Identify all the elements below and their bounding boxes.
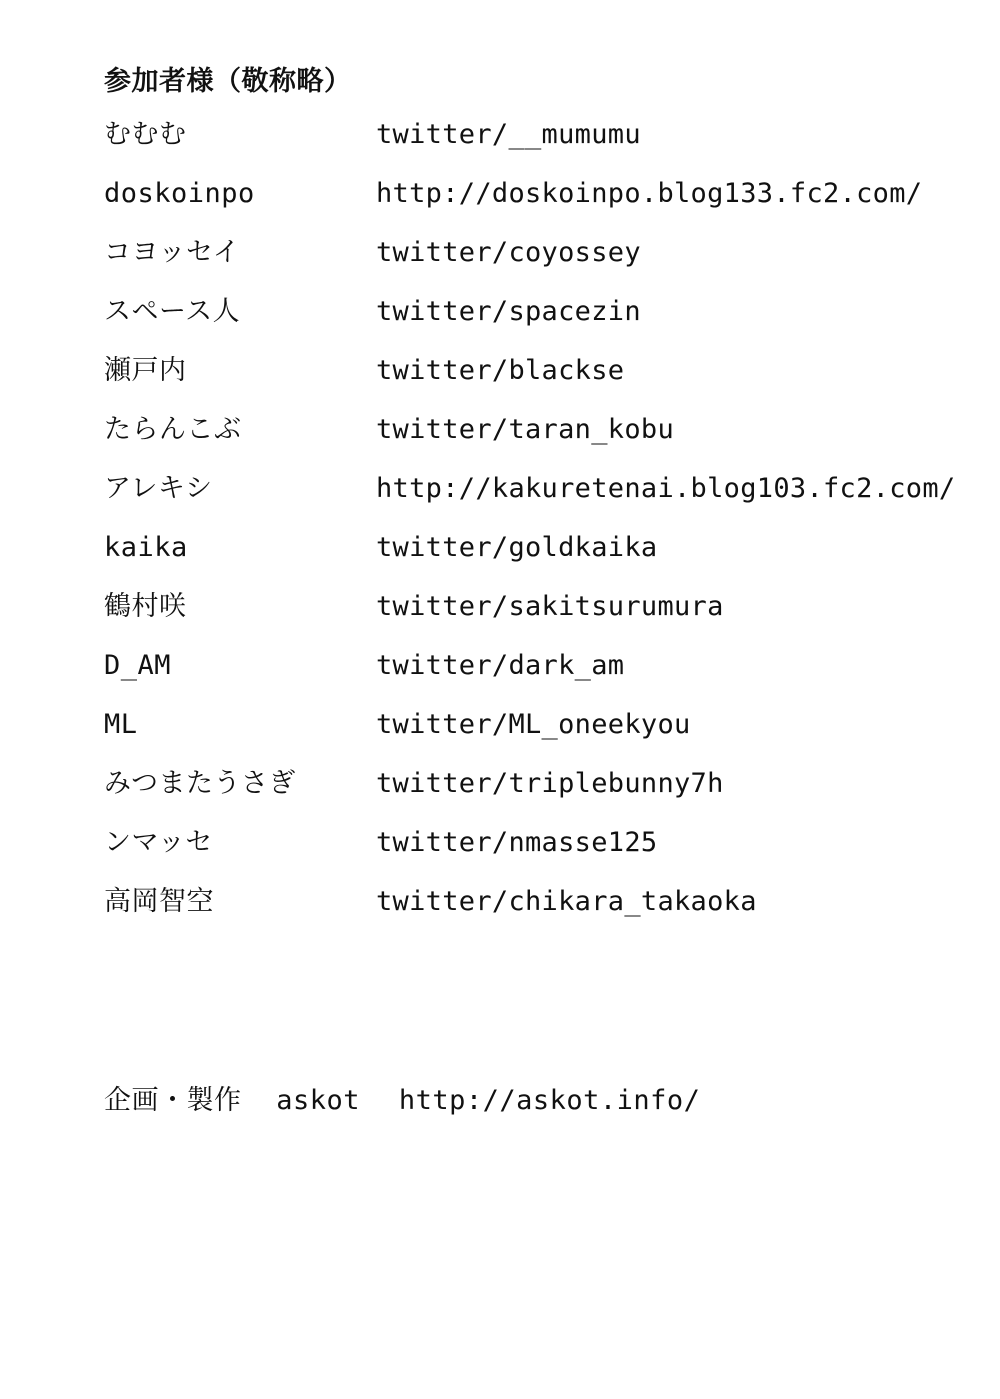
participant-name: コヨッセイ xyxy=(104,237,241,269)
participant-name: doskoinpo xyxy=(104,178,255,210)
list-item xyxy=(104,120,984,179)
list-item xyxy=(104,533,984,592)
participant-link[interactable]: twitter/goldkaika xyxy=(376,532,658,564)
list-item xyxy=(104,356,984,415)
participant-link[interactable]: http://doskoinpo.blog133.fc2.com/ xyxy=(376,178,923,210)
participant-name: 高岡智空 xyxy=(104,886,214,918)
list-item xyxy=(104,415,984,474)
participant-list xyxy=(104,120,984,946)
list-item xyxy=(104,179,984,238)
participant-name: 瀬戸内 xyxy=(104,355,187,387)
participant-link[interactable]: twitter/taran_kobu xyxy=(376,414,674,446)
participant-name: スペース人 xyxy=(104,296,241,328)
list-item xyxy=(104,887,984,946)
footer-label: 企画・製作 xyxy=(104,1085,242,1116)
participant-link[interactable]: twitter/nmasse125 xyxy=(376,827,658,859)
footer-url[interactable]: http://askot.info/ xyxy=(398,1085,701,1116)
participant-link[interactable]: twitter/__mumumu xyxy=(376,119,641,151)
participant-link[interactable]: twitter/ML_oneekyou xyxy=(376,709,691,741)
list-item xyxy=(104,828,984,887)
credits-footer xyxy=(104,1078,700,1117)
list-item xyxy=(104,297,984,356)
participant-name: ンマッセ xyxy=(104,827,213,859)
participant-name: みつまたうさぎ xyxy=(104,768,296,800)
participant-link[interactable]: twitter/chikara_takaoka xyxy=(376,886,757,918)
participant-link[interactable]: twitter/spacezin xyxy=(376,296,641,328)
participant-name: むむむ xyxy=(104,119,187,151)
list-item xyxy=(104,651,984,710)
credits-block xyxy=(104,66,984,946)
participant-name: ML xyxy=(104,709,138,741)
participant-link[interactable]: twitter/coyossey xyxy=(376,237,641,269)
participant-name: 鶴村咲 xyxy=(104,591,187,623)
participant-name: アレキシ xyxy=(104,473,213,505)
list-item xyxy=(104,474,984,533)
participant-link[interactable]: twitter/triplebunny7h xyxy=(376,768,724,800)
list-item xyxy=(104,238,984,297)
participant-name: kaika xyxy=(104,532,188,564)
list-item xyxy=(104,769,984,828)
participant-link[interactable]: twitter/blackse xyxy=(376,355,625,387)
participant-link[interactable]: http://kakuretenai.blog103.fc2.com/ xyxy=(376,473,956,505)
participant-link[interactable]: twitter/sakitsurumura xyxy=(376,591,724,623)
participant-name: D_AM xyxy=(104,650,172,682)
participant-name: たらんこぶ xyxy=(104,414,242,446)
participant-link[interactable]: twitter/dark_am xyxy=(376,650,625,682)
page-title: 参加者様（敬称略） xyxy=(104,66,352,97)
list-item xyxy=(104,592,984,651)
list-item xyxy=(104,710,984,769)
footer-author: askot xyxy=(276,1085,361,1116)
